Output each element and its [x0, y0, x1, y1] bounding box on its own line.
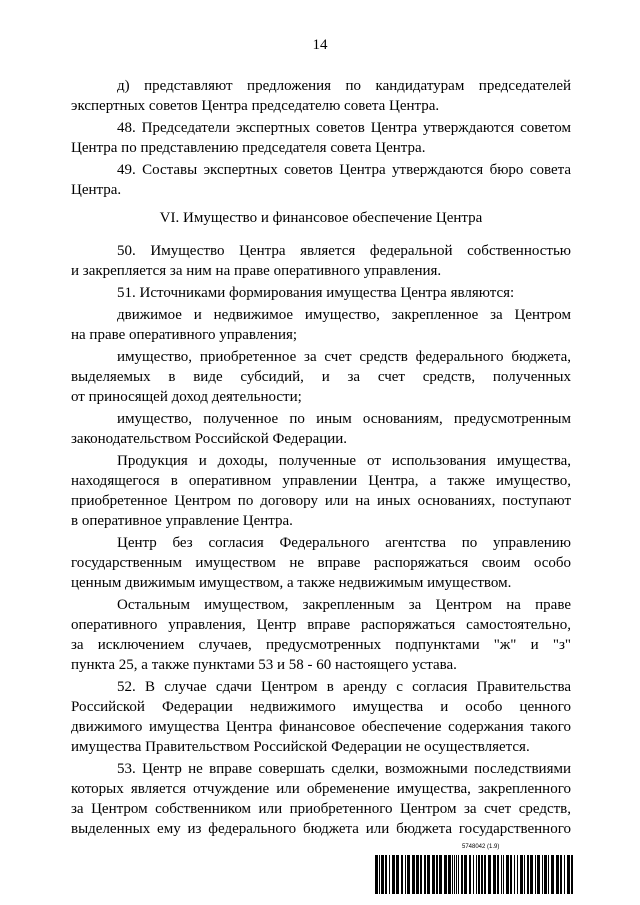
paragraph — [71, 160, 571, 200]
text-line: пункта 25, а также пунктами 53 и 58 - 60 настоящего устава. — [71, 657, 457, 673]
section-heading: VI. Имущество и финансовое обеспечение Центра — [159, 210, 483, 226]
barcode-bar — [448, 855, 451, 894]
text-line: за исключением случаев, предусмотренных подпунктами "ж" и "з" — [71, 637, 571, 653]
barcode-bar — [379, 855, 380, 894]
text-line: 52. В случае сдачи Центром в аренду с согласия Правительства — [117, 679, 571, 695]
paragraphs-before-heading — [71, 76, 571, 200]
barcode-bar — [488, 855, 491, 894]
paragraphs-after-heading — [71, 241, 571, 839]
barcode-bar — [469, 855, 471, 894]
text-line: 51. Источниками формирования имущества Центра являются: — [117, 285, 515, 301]
barcode-bar — [520, 855, 523, 894]
text-line: выделяемых в виде субсидий, и за счет средств, полученных — [71, 369, 571, 385]
barcode-bar — [571, 855, 573, 894]
barcode-bar — [514, 855, 515, 894]
text-line: и закрепляется за ним на праве оперативного управления. — [71, 263, 442, 279]
text-line: в оперативное управление Центра. — [71, 513, 293, 529]
text-line: Российской Федерации недвижимого имущества и особо ценного — [71, 699, 571, 715]
paragraph — [71, 283, 571, 303]
barcode-bar — [544, 855, 547, 894]
barcode-bar — [535, 855, 536, 894]
text-line: Центра по представлению председателя совета Центра. — [71, 140, 426, 156]
barcode-bar — [493, 855, 496, 894]
page-number: 14 — [312, 37, 328, 53]
paragraph — [71, 595, 571, 675]
barcode-icon — [375, 855, 575, 894]
barcode-bar — [506, 855, 509, 894]
barcode-bar — [464, 855, 467, 894]
text-line: оперативного управления, Центр вправе распоряжаться самостоятельно, — [71, 617, 571, 633]
text-line: Центра. — [71, 182, 122, 198]
barcode-bar — [524, 855, 525, 894]
barcode-label: 5748042 (1.9) — [462, 844, 500, 850]
barcode-bar — [407, 855, 410, 894]
barcode-bar — [420, 855, 422, 894]
barcode-bar — [478, 855, 480, 894]
text-line: движимого имущества Центра финансовое обеспечение содержания такого — [71, 719, 571, 735]
barcode-bar — [537, 855, 540, 894]
text-line: от приносящей доход деятельности; — [71, 389, 302, 405]
barcode-bar — [567, 855, 570, 894]
barcode-bar — [527, 855, 529, 894]
barcode-bar — [510, 855, 512, 894]
paragraph — [71, 451, 571, 531]
barcode-bar — [458, 855, 459, 894]
text-line: 53. Центр не вправе совершать сделки, возможными последствиями — [117, 761, 571, 777]
barcode-bar — [476, 855, 477, 894]
text-line: Продукция и доходы, полученные от использования имущества, — [117, 453, 571, 469]
document-body — [71, 76, 571, 839]
text-line: которых является отчуждение или обременение имущества, закрепленного — [71, 781, 571, 797]
text-line: 48. Председатели экспертных советов Центра утверждаются советом — [117, 120, 571, 136]
barcode-bar — [444, 855, 447, 894]
text-line: имущество, приобретенное за счет средств федерального бюджета, — [117, 349, 571, 365]
barcode-bar — [564, 855, 565, 894]
text-line: д) представляют предложения по кандидатурам председателей — [117, 78, 571, 94]
barcode-bar — [389, 855, 390, 894]
barcode-bar — [484, 855, 486, 894]
barcode-bar — [381, 855, 384, 894]
barcode-bar — [412, 855, 415, 894]
barcode-bar — [501, 855, 502, 894]
paragraph — [71, 118, 571, 158]
barcode-bar — [456, 855, 457, 894]
text-line: за Центром собственником или приобретенного Центром за счет средств, — [71, 801, 571, 817]
barcode-bar — [517, 855, 518, 894]
barcode-bar — [542, 855, 543, 894]
text-line: на праве оперативного управления; — [71, 327, 298, 343]
barcode-bar — [530, 855, 533, 894]
text-line: Остальным имуществом, закрепленным за Центром на праве — [117, 597, 571, 613]
barcode-bar — [392, 855, 395, 894]
barcode-bar — [396, 855, 399, 894]
paragraph — [71, 533, 571, 593]
paragraph — [71, 305, 571, 345]
paragraph — [71, 76, 571, 116]
text-line: движимое и недвижимое имущество, закрепленное за Центром — [117, 307, 571, 323]
barcode-bar — [560, 855, 562, 894]
barcode-bar — [375, 855, 378, 894]
barcode-bar — [551, 855, 554, 894]
barcode-bar — [385, 855, 387, 894]
barcode-bar — [481, 855, 483, 894]
text-line: государственным имуществом не вправе распоряжаться своим особо — [71, 555, 571, 571]
paragraph — [71, 241, 571, 281]
barcode-bar — [432, 855, 435, 894]
paragraph — [71, 347, 571, 407]
barcode-bar — [473, 855, 474, 894]
text-line: 49. Составы экспертных советов Центра утверждаются бюро совета — [117, 162, 571, 178]
text-line: выделенных ему из федерального бюджета или бюджета государственного — [71, 821, 571, 837]
barcode-bar — [452, 855, 453, 894]
text-line: находящегося в оперативном управлении Центра, а также имущество, — [71, 473, 571, 489]
paragraph — [71, 677, 571, 757]
barcode-bar — [424, 855, 426, 894]
barcode-bar — [461, 855, 463, 894]
text-line: приобретенное Центром по договору или на иных основаниях, поступают — [71, 493, 571, 509]
barcode-bar — [497, 855, 499, 894]
text-line: имущества Правительством Российской Федерации не осуществляется. — [71, 739, 530, 755]
text-line: 50. Имущество Центра является федеральной собственностью — [117, 243, 571, 259]
paragraph — [71, 759, 571, 839]
text-line: законодательством Российской Федерации. — [71, 431, 348, 447]
barcode-bar — [503, 855, 504, 894]
barcode-bar — [548, 855, 549, 894]
text-line: Центр без согласия Федерального агентства по управлению — [117, 535, 571, 551]
barcode-bar — [454, 855, 455, 894]
barcode-bar — [405, 855, 406, 894]
barcode-bar — [401, 855, 403, 894]
barcode-bar — [436, 855, 438, 894]
paragraph — [71, 409, 571, 449]
barcode-bar — [556, 855, 559, 894]
text-line: экспертных советов Центра председателю совета Центра. — [71, 98, 440, 114]
text-line: ценным движимым имуществом, а также недвижимым имуществом. — [71, 575, 512, 591]
barcode-bar — [416, 855, 419, 894]
barcode-bar — [439, 855, 442, 894]
text-line: имущество, полученное по иным основаниям, предусмотренным — [117, 411, 571, 427]
barcode-bar — [427, 855, 430, 894]
